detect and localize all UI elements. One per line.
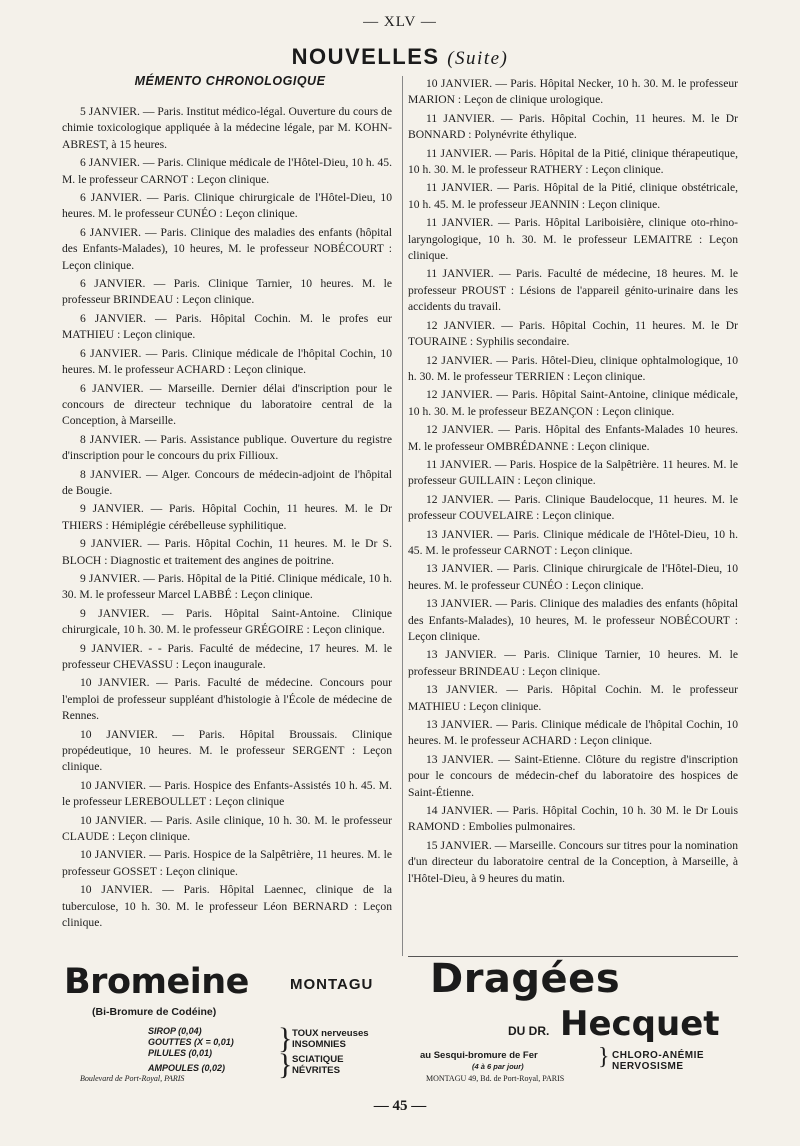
form-item: AMPOULES (0,02) xyxy=(148,1063,226,1073)
chronology-entry: 10 JANVIER. — Paris. Hospice des Enfants-Assistés 10 h. 45. M. le professeur LEREBOULLET : Leçon clinique xyxy=(62,778,392,809)
indication-item: TOUX nerveuses xyxy=(292,1028,369,1039)
chronology-entry: 8 JANVIER. — Paris. Assistance publique. Ouverture du registre d'inscription pour le concours du prix Fillioux. xyxy=(62,432,392,463)
indication-item: INSOMNIES xyxy=(292,1039,346,1050)
chronology-entry: 13 JANVIER. — Saint-Etienne. Clôture du registre d'inscription pour le concours de médecin-chef du laboratoire des hospices de Saint-Étienne. xyxy=(408,752,738,799)
chronology-entry: 11 JANVIER. — Paris. Hôpital Cochin, 11 heures. M. le Dr BONNARD : Polynévrite éthylique. xyxy=(408,111,738,142)
chronology-entry: 6 JANVIER. — Paris. Clinique médicale de l'Hôtel-Dieu, 10 h. 45. M. le professeur CARNOT : Leçon clinique. xyxy=(62,156,392,186)
chronology-entry: 14 JANVIER. — Paris. Hôpital Cochin, 10 h. 30 M. le Dr Louis RAMOND : Embolies pulmonaires. xyxy=(408,804,738,834)
bromeine-indications xyxy=(292,1028,369,1076)
indication-item: CHLORO-ANÉMIE xyxy=(612,1050,705,1061)
page-roman-numeral: — XLV — xyxy=(363,14,437,30)
hecquet-brand: Hecquet xyxy=(560,1004,720,1044)
form-item: PILULES (0,01) xyxy=(148,1048,213,1058)
chronology-entry: 5 JANVIER. — Paris. Institut médico-légal. Ouverture du cours de chimie toxicologique appliquée à la médecine légale, par M. KOHN-ABREST, à 15 heures. xyxy=(62,105,392,151)
chronology-entry: 13 JANVIER. — Paris. Clinique médicale de l'Hôtel-Dieu, 10 h. 45. M. le professeur CARNOT : Leçon clinique. xyxy=(408,527,738,557)
chronology-entry: 11 JANVIER. — Paris. Hospice de la Salpêtrière. 11 heures. M. le professeur GUILLAIN : Leçon clinique. xyxy=(408,457,738,488)
chronology-entry: 11 JANVIER. — Paris. Hôpital Lariboisière, clinique oto-rhino-laryngologique, 10 h. 30. M. le professeur LEMAITRE : Leçon clinique. xyxy=(408,216,738,263)
chronology-entry: 12 JANVIER. — Paris. Hôpital Saint-Antoine, clinique médicale, 10 h. 30. M. le professeur BEZANÇON : Leçon clinique. xyxy=(408,388,738,418)
right-column xyxy=(408,76,738,889)
chronology-entry: 6 JANVIER. — Paris. Clinique des maladies des enfants (hôpital des Enfants-Malades), 10 heures, M. le professeur NOBÉCOURT : Leçon clinique. xyxy=(62,225,392,272)
chronology-entry: 11 JANVIER. — Paris. Hôpital de la Pitié, clinique obstétricale, 10 h. 45. M. le professeur JEANNIN : Leçon clinique. xyxy=(408,181,738,211)
form-item: SIROP (0,04) xyxy=(148,1026,202,1036)
chronology-entry: 10 JANVIER. — Paris. Faculté de médecine. Concours pour l'emploi de professeur suppléant d'histologie à l'École de médecine de Rennes. xyxy=(62,676,392,723)
chronology-entry: 15 JANVIER. — Marseille. Concours sur titres pour la nomination d'un directeur du laboratoire central de la Conception, à Marseille, à l'Hôtel-Dieu, à 9 heures du matin. xyxy=(408,838,738,885)
chronology-entry: 12 JANVIER. — Paris. Hôpital des Enfants-Malades 10 heures. M. le professeur OMBRÉDANNE : Leçon clinique. xyxy=(408,423,738,453)
page-title xyxy=(0,44,800,70)
chronology-entry: 13 JANVIER. — Paris. Clinique chirurgicale de l'Hôtel-Dieu, 10 heures. M. le professeur CUNÉO : Leçon clinique. xyxy=(408,562,738,592)
chronology-entry: 9 JANVIER. — Paris. Hôpital Saint-Antoine. Clinique chirurgicale, 10 h. 30. M. le professeur GRÉGOIRE : Leçon clinique. xyxy=(62,606,392,637)
hecquet-desc: au Sesqui-bromure de Fer xyxy=(420,1050,538,1061)
page-number: — 45 — xyxy=(373,1098,427,1114)
hecquet-dose: (4 à 6 par jour) xyxy=(472,1062,524,1071)
hecquet-address: MONTAGU 49, Bd. de Port-Royal, PARIS xyxy=(426,1074,565,1083)
chronology-entry: 10 JANVIER. — Paris. Hôpital Broussais. Clinique propédeutique, 10 heures. M. le professeur SERGENT : Leçon clinique. xyxy=(62,727,392,774)
chronology-entry: 6 JANVIER. — Paris. Clinique médicale de l'hôpital Cochin, 10 heures. M. le professeur ACHARD : Leçon clinique. xyxy=(62,346,392,377)
chronology-entry: 10 JANVIER. — Paris. Hôpital Laennec, clinique de la tuberculose, 10 h. 30. M. le professeur Léon BERNARD : Leçon clinique. xyxy=(62,883,392,930)
chronology-entry: 10 JANVIER. — Paris. Asile clinique, 10 h. 30. M. le professeur CLAUDE : Leçon clinique. xyxy=(62,813,392,844)
chronology-entry: 6 JANVIER. — Paris. Clinique Tarnier, 10 heures. M. le professeur BRINDEAU : Leçon clinique. xyxy=(62,277,392,307)
chronology-entry: 13 JANVIER. — Paris. Clinique Tarnier, 10 heures. M. le professeur BRINDEAU : Leçon clinique. xyxy=(408,648,738,678)
bromeine-forms xyxy=(148,1026,234,1074)
brace-icon: } } xyxy=(278,1022,293,1081)
form-item: GOUTTES (X = 0,01) xyxy=(148,1037,234,1047)
bromeine-address: Boulevard de Port-Royal, PARIS xyxy=(80,1074,185,1083)
chronology-entry: 6 JANVIER. — Marseille. Dernier délai d'inscription pour le concours de directeur technique du laboratoire central de la Conception, à Marseille. xyxy=(62,381,392,428)
bromeine-brand: Bromeine xyxy=(64,962,249,1002)
chronology-entry: 10 JANVIER. — Paris. Hôpital Necker, 10 h. 30. M. le professeur MARION : Leçon de clinique urologique. xyxy=(408,77,738,107)
chronology-entry: 12 JANVIER. — Paris. Hôtel-Dieu, clinique ophtalmologique, 10 h. 30. M. le professeur TERRIEN : Leçon clinique. xyxy=(408,353,738,383)
title-main: NOUVELLES xyxy=(291,44,440,69)
indication-item: NÉVRITES xyxy=(292,1065,340,1076)
brace-icon: } xyxy=(598,1044,610,1070)
chronology-entry: 11 JANVIER. — Paris. Faculté de médecine, 18 heures. M. le professeur PROUST : Lésions de l'appareil génito-urinaire dans les accidents du travail. xyxy=(408,267,738,314)
column-divider xyxy=(402,76,403,956)
chronology-entry: 11 JANVIER. — Paris. Hôpital de la Pitié, clinique thérapeutique, 10 h. 30. M. le professeur RATHERY : Leçon clinique. xyxy=(408,146,738,177)
advertisement-bromeine xyxy=(60,962,400,1084)
chronology-entry: 13 JANVIER. — Paris. Hôpital Cochin. M. le professeur MATHIEU : Leçon clinique. xyxy=(408,683,738,713)
chronology-entry: 13 JANVIER. — Paris. Clinique des maladies des enfants (hôpital des Enfants-Malades), 10 heures, M. le professeur NOBÉCOURT : Leçon clinique. xyxy=(408,597,738,643)
chronology-entry: 12 JANVIER. — Paris. Hôpital Cochin, 11 heures. M. le Dr TOURAINE : Syphilis secondaire. xyxy=(408,318,738,349)
bromeine-subtitle: (Bi-Bromure de Codéine) xyxy=(92,1006,217,1018)
title-suffix: (Suite) xyxy=(447,48,509,69)
hecquet-indications xyxy=(612,1050,704,1072)
chronology-entry: 9 JANVIER. — Paris. Hôpital Cochin, 11 heures. M. le Dr S. BLOCH : Diagnostic et traitement des angines de poitrine. xyxy=(62,537,392,567)
dragees-brand: Dragées xyxy=(430,956,621,1002)
bromeine-brand-sub: MONTAGU xyxy=(290,976,374,993)
chronology-entry: 9 JANVIER. - - Paris. Faculté de médecine, 17 heures. M. le professeur CHEVASSU : Leçon inaugurale. xyxy=(62,641,392,671)
indication-item: SCIATIQUE xyxy=(292,1054,344,1065)
memento-heading: MÉMENTO CHRONOLOGIQUE xyxy=(134,74,326,88)
chronology-entry: 9 JANVIER. — Paris. Hôpital de la Pitié. Clinique médicale, 10 h. 30. M. le professeur Marcel LABBÉ : Leçon clinique. xyxy=(62,571,392,602)
hecquet-du: DU DR. xyxy=(508,1024,550,1038)
chronology-entry: 12 JANVIER. — Paris. Clinique Baudelocque, 11 heures. M. le professeur COUVELAIRE : Leçon clinique. xyxy=(408,492,738,523)
chronology-entry: 13 JANVIER. — Paris. Clinique médicale de l'hôpital Cochin, 10 heures. M. le professeur ACHARD : Leçon clinique. xyxy=(408,718,738,748)
chronology-entry: 10 JANVIER. — Paris. Hospice de la Salpêtrière, 11 heures. M. le professeur GOSSET : Leçon clinique. xyxy=(62,848,392,878)
advertisement-hecquet xyxy=(408,956,744,1084)
chronology-entry: 9 JANVIER. — Paris. Hôpital Cochin, 11 heures. M. le Dr THIERS : Hémiplégie cérébelleuse syphilitique. xyxy=(62,502,392,532)
chronology-entry: 6 JANVIER. — Paris. Hôpital Cochin. M. le profes eur MATHIEU : Leçon clinique. xyxy=(62,311,392,342)
left-column xyxy=(62,104,392,934)
indication-item: NERVOSISME xyxy=(612,1061,684,1072)
chronology-entry: 6 JANVIER. — Paris. Clinique chirurgicale de l'Hôtel-Dieu, 10 heures. M. le professeur CUNÉO : Leçon clinique. xyxy=(62,191,392,221)
chronology-entry: 8 JANVIER. — Alger. Concours de médecin-adjoint de l'hôpital de Bougie. xyxy=(62,467,392,497)
